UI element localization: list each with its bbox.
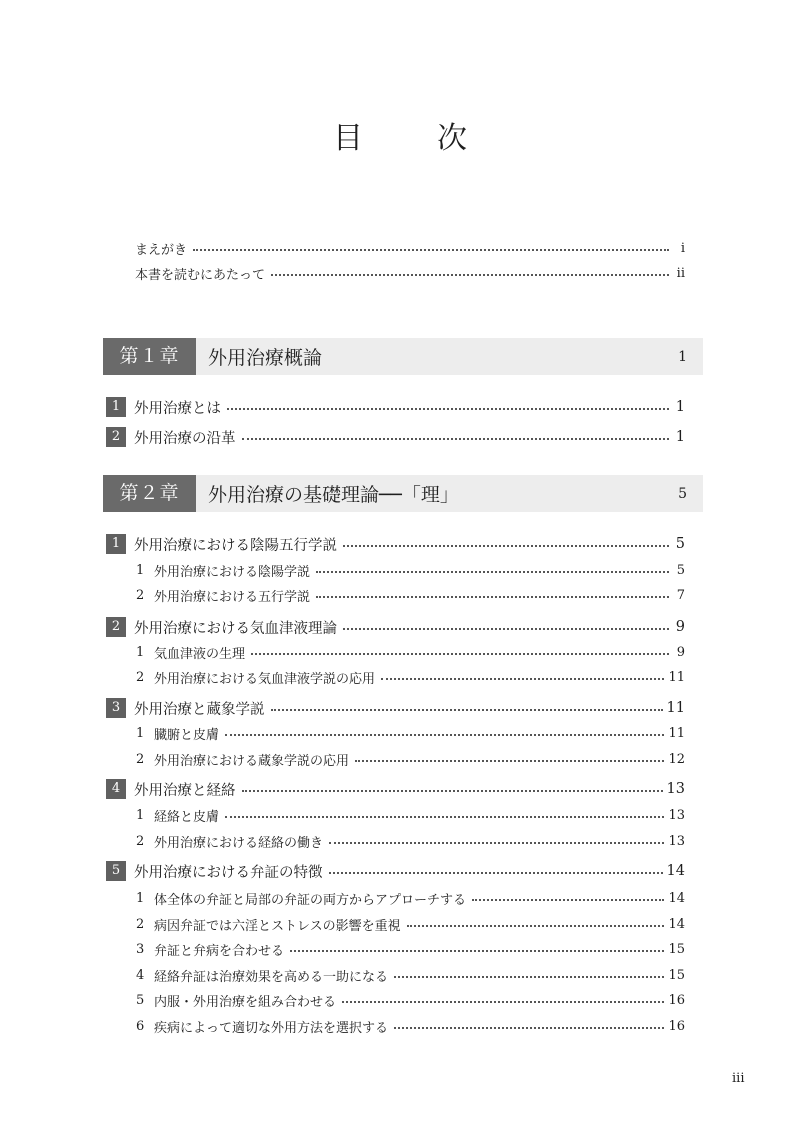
toc-section[interactable] xyxy=(106,426,685,448)
toc-entry-label: 経絡と皮膚 xyxy=(154,809,220,825)
section-number-badge: 1 xyxy=(106,397,126,417)
subsection-number: 3 xyxy=(136,941,145,957)
subsection-number: 1 xyxy=(136,725,145,741)
page-title: 目 次 xyxy=(333,121,489,156)
leader-dots xyxy=(316,595,669,598)
chapter-label: 第２章 xyxy=(103,475,196,512)
toc-page-number: 12 xyxy=(668,751,685,767)
subsection-number: 1 xyxy=(136,562,145,578)
toc-entry-label: 臓腑と皮膚 xyxy=(154,727,220,743)
toc-subsection[interactable] xyxy=(136,723,685,743)
subsection-number: 2 xyxy=(136,751,145,767)
leader-dots xyxy=(316,570,669,573)
leader-dots xyxy=(342,1000,664,1003)
toc-subsection[interactable] xyxy=(136,642,685,662)
leader-dots xyxy=(271,708,663,711)
toc-entry-label: 外用治療における五行学説 xyxy=(154,589,311,605)
toc-entry-label: 病因弁証では六淫とストレスの影響を重視 xyxy=(154,918,401,934)
toc-page-number: 14 xyxy=(666,863,685,879)
toc-entry-label: 気血津液の生理 xyxy=(154,646,246,662)
leader-dots xyxy=(355,759,664,762)
leader-dots xyxy=(290,949,664,952)
toc-page-number: 7 xyxy=(676,587,685,603)
toc-subsection[interactable] xyxy=(136,831,685,851)
toc-subsection[interactable] xyxy=(136,965,685,985)
toc-page-number: i xyxy=(680,240,685,256)
toc-subsection[interactable] xyxy=(136,749,685,769)
subsection-number: 5 xyxy=(136,992,145,1008)
leader-dots xyxy=(472,898,664,901)
subsection-number: 2 xyxy=(136,833,145,849)
leader-dots xyxy=(242,437,670,440)
chapter-title: 外用治療概論 xyxy=(208,347,323,369)
subsection-number: 2 xyxy=(136,669,145,685)
leader-dots xyxy=(343,627,669,630)
section-number-badge: 5 xyxy=(106,861,126,881)
toc-page-number: ii xyxy=(676,265,685,281)
leader-dots xyxy=(271,273,669,276)
toc-entry-label: 外用治療における弁証の特徴 xyxy=(134,864,323,881)
subsection-number: 6 xyxy=(136,1018,145,1034)
toc-page-number: 13 xyxy=(666,781,685,797)
toc-entry-label: 経絡弁証は治療効果を高める一助になる xyxy=(154,969,389,985)
toc-entry-label: 外用治療における経絡の働き xyxy=(154,835,324,851)
section-number-badge: 4 xyxy=(106,779,126,799)
toc-section[interactable] xyxy=(106,616,685,638)
toc-entry-how-to-read[interactable] xyxy=(135,263,685,283)
leader-dots xyxy=(251,652,669,655)
leader-dots xyxy=(381,677,664,680)
toc-page-number: 11 xyxy=(666,700,685,716)
subsection-number: 1 xyxy=(136,807,145,823)
toc-page-number: 15 xyxy=(668,967,685,983)
toc-page-number: 1 xyxy=(675,399,685,415)
toc-subsection[interactable] xyxy=(136,560,685,580)
leader-dots xyxy=(193,248,669,251)
toc-entry-label: 外用治療における陰陽学説 xyxy=(154,564,311,580)
toc-section[interactable] xyxy=(106,697,685,719)
toc-entry-label: 外用治療とは xyxy=(134,400,221,417)
subsection-number: 1 xyxy=(136,890,145,906)
leader-dots xyxy=(225,733,664,736)
toc-page-number: 9 xyxy=(676,644,685,660)
toc-entry-label: 外用治療における陰陽五行学説 xyxy=(134,537,337,554)
toc-page-number: 9 xyxy=(675,619,685,635)
toc-subsection[interactable] xyxy=(136,667,685,687)
toc-entry-label: 外用治療における蔵象学説の応用 xyxy=(154,753,350,769)
toc-subsection[interactable] xyxy=(136,585,685,605)
toc-entry-label: 本書を読むにあたって xyxy=(135,267,266,283)
section-number-badge: 2 xyxy=(106,427,126,447)
toc-entry-preface[interactable] xyxy=(135,238,685,258)
chapter-page-number: 1 xyxy=(678,348,687,365)
toc-page-number: 5 xyxy=(676,562,685,578)
page-folio: iii xyxy=(732,1071,745,1086)
leader-dots xyxy=(227,407,669,410)
toc-page-number: 1 xyxy=(675,429,685,445)
leader-dots xyxy=(394,975,664,978)
toc-page-number: 16 xyxy=(668,992,685,1008)
chapter-label: 第１章 xyxy=(103,338,196,375)
subsection-number: 2 xyxy=(136,587,145,603)
toc-subsection[interactable] xyxy=(136,914,685,934)
toc-entry-label: まえがき xyxy=(135,242,188,258)
toc-subsection[interactable] xyxy=(136,990,685,1010)
toc-page-number: 5 xyxy=(675,536,685,552)
toc-entry-label: 疾病によって適切な外用方法を選択する xyxy=(154,1020,389,1036)
toc-subsection[interactable] xyxy=(136,939,685,959)
leader-dots xyxy=(343,544,669,547)
subsection-number: 1 xyxy=(136,644,145,660)
toc-page-number: 15 xyxy=(668,941,685,957)
toc-entry-label: 外用治療の沿革 xyxy=(134,430,236,447)
toc-entry-label: 外用治療における気血津液学説の応用 xyxy=(154,671,376,687)
toc-entry-label: 外用治療と蔵象学説 xyxy=(134,701,265,718)
subsection-number: 2 xyxy=(136,916,145,932)
toc-entry-label: 体全体の弁証と局部の弁証の両方からアプローチする xyxy=(154,892,467,908)
toc-page-number: 13 xyxy=(668,807,685,823)
chapter-1-header[interactable] xyxy=(103,338,703,375)
toc-page-number: 11 xyxy=(668,725,685,741)
leader-dots xyxy=(329,871,663,874)
leader-dots xyxy=(225,815,664,818)
chapter-page-number: 5 xyxy=(678,485,687,502)
chapter-2-header[interactable] xyxy=(103,475,703,512)
toc-section[interactable] xyxy=(106,533,685,555)
toc-page-number: 16 xyxy=(668,1018,685,1034)
toc-entry-label: 外用治療と経絡 xyxy=(134,782,236,799)
toc-section[interactable] xyxy=(106,860,685,882)
section-number-badge: 2 xyxy=(106,617,126,637)
toc-subsection[interactable] xyxy=(136,1016,685,1036)
leader-dots xyxy=(407,924,665,927)
toc-page-number: 13 xyxy=(668,833,685,849)
toc-section[interactable] xyxy=(106,396,685,418)
toc-entry-label: 外用治療における気血津液理論 xyxy=(134,620,337,637)
toc-subsection[interactable] xyxy=(136,805,685,825)
toc-page-number: 14 xyxy=(668,916,685,932)
section-number-badge: 1 xyxy=(106,534,126,554)
leader-dots xyxy=(329,841,664,844)
toc-entry-label: 内服・外用治療を組み合わせる xyxy=(154,994,337,1010)
chapter-title: 外用治療の基礎理論──「理」 xyxy=(208,484,459,506)
toc-page-number: 11 xyxy=(668,669,685,685)
toc-section[interactable] xyxy=(106,778,685,800)
toc-entry-label: 弁証と弁病を合わせる xyxy=(154,943,285,959)
leader-dots xyxy=(394,1026,664,1029)
section-number-badge: 3 xyxy=(106,698,126,718)
subsection-number: 4 xyxy=(136,967,145,983)
toc-page-number: 14 xyxy=(668,890,685,906)
toc-subsection[interactable] xyxy=(136,888,685,908)
leader-dots xyxy=(242,789,663,792)
